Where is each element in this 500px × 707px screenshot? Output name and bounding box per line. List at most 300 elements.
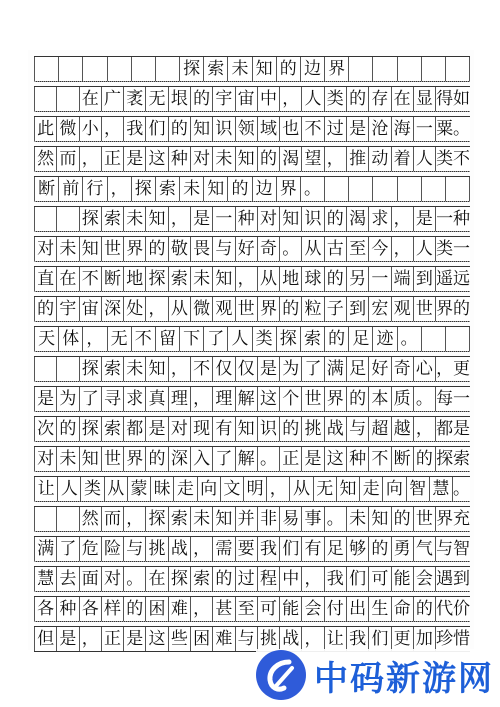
grid-cell: 去 xyxy=(57,567,79,591)
grid-cell: 端 xyxy=(392,267,414,291)
grid-cell: 从 xyxy=(258,267,280,291)
grid-cell xyxy=(59,57,83,81)
grid-cell: 个 xyxy=(280,387,302,411)
grid-cell: 未 xyxy=(124,207,146,231)
grid-cell: ， xyxy=(302,627,324,651)
grid-cell-overflow: 遥远 xyxy=(436,269,471,289)
grid-cell: 文 xyxy=(221,477,244,501)
grid-cell: 界 xyxy=(258,297,280,321)
grid-cell: 。 xyxy=(124,567,146,591)
essay-line xyxy=(34,506,470,532)
grid-cell: 都 xyxy=(124,417,146,441)
grid-cell: 知 xyxy=(236,417,258,441)
grid-cell: 此 xyxy=(34,117,57,141)
grid-cell: 无 xyxy=(146,87,168,111)
grid-cell: 球 xyxy=(302,267,324,291)
grid-cell: 知 xyxy=(369,507,391,531)
grid-cell: 让 xyxy=(34,477,58,501)
grid-cell: 粒 xyxy=(302,297,324,321)
grid-cell: 的 xyxy=(34,297,57,321)
grid-cell xyxy=(156,57,180,81)
grid-cell: 动 xyxy=(369,147,391,171)
grid-cell: ， xyxy=(191,597,213,621)
grid-cell: 会 xyxy=(414,567,436,591)
grid-cell: 是 xyxy=(302,447,324,471)
grid-cell: 知 xyxy=(204,177,228,201)
grid-cell: 的 xyxy=(414,447,436,471)
grid-cell xyxy=(349,57,373,81)
grid-cell: 质 xyxy=(392,387,414,411)
grid-cell: 着 xyxy=(392,147,414,171)
grid-cell: 挑 xyxy=(302,417,324,441)
grid-cell: 地 xyxy=(280,267,302,291)
grid-cell: 困 xyxy=(146,597,168,621)
grid-cell-overflow: 珍惜 xyxy=(436,629,471,649)
grid-cell: 中 xyxy=(258,87,280,111)
grid-cell: 真 xyxy=(146,387,168,411)
site-watermark xyxy=(256,649,492,701)
grid-cell: 智 xyxy=(407,477,430,501)
grid-cell: 是 xyxy=(258,357,280,381)
grid-cell: 世 xyxy=(414,507,436,531)
grid-cell: 们 xyxy=(146,117,168,141)
grid-cell: 留 xyxy=(156,327,180,351)
grid-cell: 索 xyxy=(102,357,124,381)
grid-cell: 世 xyxy=(102,447,124,471)
grid-cell: 走 xyxy=(360,477,383,501)
grid-cell: 是 xyxy=(414,207,436,231)
grid-cell xyxy=(34,207,57,231)
grid-cell: 未 xyxy=(347,507,369,531)
grid-cell: 的 xyxy=(414,597,436,621)
grid-cell: 对 xyxy=(258,207,280,231)
grid-cell: 种 xyxy=(57,597,79,621)
grid-cell: 宙 xyxy=(80,297,102,321)
grid-cell: 可 xyxy=(369,567,391,591)
grid-cell: 未 xyxy=(124,357,146,381)
grid-cell: 在 xyxy=(392,87,414,111)
grid-cell: ， xyxy=(124,507,146,531)
grid-cell: 断 xyxy=(34,177,59,201)
grid-cell: 面 xyxy=(80,567,102,591)
grid-cell: 超 xyxy=(369,417,391,441)
grid-cell: 人 xyxy=(414,237,436,261)
grid-cell: 知 xyxy=(191,117,213,141)
grid-cell-overflow: 粟。 xyxy=(436,119,471,139)
grid-cell: 正 xyxy=(102,627,124,651)
grid-cell: 至 xyxy=(236,597,258,621)
grid-cell: 未 xyxy=(57,447,79,471)
grid-cell: 存 xyxy=(369,87,391,111)
grid-cell: ， xyxy=(191,537,213,561)
grid-cell: 无 xyxy=(314,477,337,501)
grid-cell: 难 xyxy=(169,597,191,621)
grid-cell: 然 xyxy=(80,507,102,531)
grid-cell: ， xyxy=(102,117,124,141)
grid-cell: 宏 xyxy=(369,297,391,321)
grid-cell: 足 xyxy=(325,537,347,561)
grid-cell: 有 xyxy=(302,537,324,561)
grid-cell: 界 xyxy=(325,387,347,411)
grid-cell: 满 xyxy=(34,537,57,561)
grid-cell: 了 xyxy=(213,447,235,471)
grid-cell: 可 xyxy=(258,597,280,621)
grid-cell: 。 xyxy=(398,327,422,351)
grid-cell: 索 xyxy=(191,567,213,591)
grid-cell: 是 xyxy=(191,207,213,231)
grid-cell: 仅 xyxy=(236,357,258,381)
grid-cell: 我 xyxy=(347,627,369,651)
grid-cell: 甚 xyxy=(213,597,235,621)
grid-cell: 人 xyxy=(414,147,436,171)
grid-cell: 断 xyxy=(392,447,414,471)
grid-cell: 。 xyxy=(301,177,325,201)
grid-cell: 未 xyxy=(57,237,79,261)
grid-cell: 类 xyxy=(325,87,347,111)
grid-cell: 理 xyxy=(169,387,191,411)
grid-cell xyxy=(57,507,79,531)
grid-cell: 识 xyxy=(213,117,235,141)
grid-cell: 知 xyxy=(213,507,235,531)
grid-cell: 未 xyxy=(228,57,252,81)
grid-cell-overflow: 探索 xyxy=(436,449,471,469)
grid-cell: ， xyxy=(325,147,347,171)
grid-cell: 险 xyxy=(102,537,124,561)
grid-cell: 越 xyxy=(392,417,414,441)
grid-cell: 类 xyxy=(81,477,104,501)
grid-cell: 的 xyxy=(124,597,146,621)
essay-line xyxy=(34,476,470,502)
grid-cell: 宇 xyxy=(57,297,79,321)
grid-cell: 知 xyxy=(80,237,102,261)
essay-line xyxy=(34,116,470,142)
grid-cell: 慧 xyxy=(430,477,453,501)
grid-cell: 中 xyxy=(280,567,302,591)
grid-cell xyxy=(422,57,446,81)
grid-cell: 深 xyxy=(169,447,191,471)
grid-cell xyxy=(57,87,79,111)
grid-cell: 困 xyxy=(191,627,213,651)
grid-cell: 我 xyxy=(258,537,280,561)
grid-cell: 探 xyxy=(146,267,168,291)
grid-cell: 也 xyxy=(280,117,302,141)
grid-cell: 与 xyxy=(213,237,235,261)
grid-cell: 种 xyxy=(347,447,369,471)
grid-cell: 知 xyxy=(337,477,360,501)
essay-line xyxy=(34,356,470,382)
grid-cell: 一 xyxy=(369,267,391,291)
grid-cell: 。 xyxy=(325,507,347,531)
grid-cell: 们 xyxy=(280,537,302,561)
grid-cell: 的 xyxy=(146,447,168,471)
grid-cell: 正 xyxy=(280,447,302,471)
grid-cell: 但 xyxy=(34,627,57,651)
grid-cell: 探 xyxy=(146,507,168,531)
grid-cell: 好 xyxy=(369,357,391,381)
grid-cell: 显 xyxy=(414,87,436,111)
grid-cell: 世 xyxy=(414,297,436,321)
essay-line xyxy=(34,86,470,112)
grid-cell: 向 xyxy=(383,477,406,501)
grid-cell: 生 xyxy=(369,597,391,621)
grid-cell xyxy=(34,57,59,81)
grid-cell: 的 xyxy=(146,237,168,261)
grid-cell: 不 xyxy=(302,117,324,141)
grid-cell: 界 xyxy=(277,177,301,201)
grid-cell: 我 xyxy=(124,117,146,141)
grid-cell: ， xyxy=(302,567,324,591)
grid-cell xyxy=(373,177,397,201)
grid-cell: 下 xyxy=(180,327,204,351)
grid-cell: 需 xyxy=(213,537,235,561)
grid-cell: 世 xyxy=(302,387,324,411)
grid-cell: 的 xyxy=(213,567,235,591)
grid-cell: ， xyxy=(280,87,302,111)
grid-cell: 事 xyxy=(302,507,324,531)
grid-cell: 过 xyxy=(236,567,258,591)
grid-cell: 了 xyxy=(80,387,102,411)
grid-cell: 走 xyxy=(174,477,197,501)
grid-cell: 宙 xyxy=(236,87,258,111)
grid-cell: 一 xyxy=(414,117,436,141)
essay-line xyxy=(34,596,470,622)
grid-cell-overflow: 界充 xyxy=(436,509,471,529)
grid-cell-overflow: ，更 xyxy=(436,359,471,379)
grid-cell xyxy=(34,357,57,381)
grid-cell: 对 xyxy=(34,447,57,471)
grid-cell: 是 xyxy=(57,627,79,651)
grid-cell: 各 xyxy=(34,597,57,621)
grid-cell-overflow: 界的 xyxy=(436,299,471,319)
grid-cell: 这 xyxy=(325,447,347,471)
grid-cell: 袤 xyxy=(124,87,146,111)
grid-cell: ， xyxy=(169,207,191,231)
grid-cell: ， xyxy=(392,237,414,261)
c-swoosh-logo-icon xyxy=(256,650,306,700)
essay-line xyxy=(34,296,470,322)
grid-cell: 勇 xyxy=(392,537,414,561)
essay-line xyxy=(34,206,470,232)
grid-cell: 索 xyxy=(169,507,191,531)
grid-cell: 索 xyxy=(102,207,124,231)
grid-cell: ， xyxy=(236,267,258,291)
grid-cell: 微 xyxy=(191,297,213,321)
grid-cell: 的 xyxy=(258,147,280,171)
grid-cell: 样 xyxy=(102,597,124,621)
essay-sheet xyxy=(28,50,474,650)
grid-cell: 索 xyxy=(102,417,124,441)
grid-cell: 索 xyxy=(301,327,325,351)
grid-cell: 今 xyxy=(369,237,391,261)
grid-cell: 对 xyxy=(169,417,191,441)
grid-cell: 让 xyxy=(325,627,347,651)
grid-cell: 命 xyxy=(392,597,414,621)
grid-cell: 知 xyxy=(236,147,258,171)
grid-cell: 气 xyxy=(414,537,436,561)
grid-cell: 与 xyxy=(236,627,258,651)
grid-cell: 索 xyxy=(204,57,228,81)
grid-cell: 类 xyxy=(253,327,277,351)
grid-cell xyxy=(398,177,422,201)
site-name: 中码新游网 xyxy=(314,658,494,699)
grid-cell: 是 xyxy=(347,117,369,141)
grid-cell: 战 xyxy=(169,537,191,561)
grid-cell: 小 xyxy=(80,117,102,141)
grid-cell xyxy=(132,57,156,81)
grid-cell xyxy=(34,87,57,111)
grid-cell: 界 xyxy=(124,447,146,471)
grid-cell: 付 xyxy=(325,597,347,621)
grid-cell xyxy=(446,177,470,201)
grid-cell: ， xyxy=(191,387,213,411)
grid-cell: 探 xyxy=(277,327,301,351)
grid-cell: 好 xyxy=(236,237,258,261)
grid-cell: 向 xyxy=(198,477,221,501)
grid-cell: 无 xyxy=(108,327,132,351)
grid-cell xyxy=(57,207,79,231)
grid-cell: 敬 xyxy=(169,237,191,261)
grid-cell: 索 xyxy=(156,177,180,201)
grid-cell: 是 xyxy=(146,417,168,441)
grid-cell-overflow: 类一 xyxy=(436,239,471,259)
grid-cell: 够 xyxy=(347,537,369,561)
grid-cell: 难 xyxy=(213,627,235,651)
grid-cell: 过 xyxy=(325,117,347,141)
grid-cell: 处 xyxy=(124,297,146,321)
grid-cell: 知 xyxy=(80,447,102,471)
grid-cell: 蒙 xyxy=(128,477,151,501)
grid-cell: 到 xyxy=(414,267,436,291)
essay-line xyxy=(34,566,470,592)
grid-cell: 不 xyxy=(369,447,391,471)
grid-cell: 的 xyxy=(369,537,391,561)
grid-cell: 的 xyxy=(392,507,414,531)
grid-cell: 望 xyxy=(302,147,324,171)
grid-cell: 探 xyxy=(132,177,156,201)
grid-cell: 的 xyxy=(325,327,349,351)
grid-cell: 解 xyxy=(236,447,258,471)
grid-cell: 广 xyxy=(102,87,124,111)
grid-cell: 了 xyxy=(204,327,228,351)
grid-cell: 世 xyxy=(236,297,258,321)
grid-cell: 有 xyxy=(213,417,235,441)
grid-cell: 非 xyxy=(258,507,280,531)
essay-line xyxy=(34,446,470,472)
grid-cell: 未 xyxy=(180,177,204,201)
grid-cell: 对 xyxy=(191,147,213,171)
grid-cell: 对 xyxy=(102,567,124,591)
grid-cell: 程 xyxy=(258,567,280,591)
grid-cell: 一 xyxy=(213,207,235,231)
grid-cell: 更 xyxy=(392,627,414,651)
grid-cell: 不 xyxy=(132,327,156,351)
grid-cell xyxy=(446,327,470,351)
grid-cell xyxy=(57,357,79,381)
grid-cell-overflow: 与智 xyxy=(436,539,471,559)
grid-cell: 人 xyxy=(58,477,81,501)
grid-cell: 与 xyxy=(347,417,369,441)
grid-cell xyxy=(373,57,397,81)
grid-cell: 而 xyxy=(57,147,79,171)
grid-cell: 本 xyxy=(369,387,391,411)
grid-cell: ， xyxy=(169,357,191,381)
grid-cell: 出 xyxy=(347,597,369,621)
grid-cell: 是 xyxy=(124,147,146,171)
grid-cell: 。 xyxy=(258,447,280,471)
grid-cell: 探 xyxy=(80,207,102,231)
grid-cell: 的 xyxy=(280,297,302,321)
grid-cell: 知 xyxy=(280,207,302,231)
grid-cell: 界 xyxy=(325,57,349,81)
grid-cell: 的 xyxy=(191,87,213,111)
grid-cell: 。 xyxy=(280,237,302,261)
grid-cell: 渴 xyxy=(347,207,369,231)
grid-cell: 天 xyxy=(34,327,59,351)
essay-line xyxy=(34,146,470,172)
grid-cell: 子 xyxy=(325,297,347,321)
grid-cell: 在 xyxy=(146,567,168,591)
grid-cell xyxy=(398,57,422,81)
grid-cell: 要 xyxy=(236,537,258,561)
grid-cell: 这 xyxy=(146,627,168,651)
grid-cell: 挑 xyxy=(258,627,280,651)
grid-cell: 识 xyxy=(302,207,324,231)
grid-cell: 为 xyxy=(280,357,302,381)
grid-cell xyxy=(108,57,132,81)
grid-cell: 次 xyxy=(34,417,57,441)
grid-cell: 观 xyxy=(392,297,414,321)
grid-cell: 在 xyxy=(80,87,102,111)
grid-cell: 们 xyxy=(347,567,369,591)
grid-cell-overflow: 一种 xyxy=(436,209,471,229)
grid-cell: 至 xyxy=(347,237,369,261)
grid-cell: 对 xyxy=(34,237,57,261)
grid-cell: 这 xyxy=(258,387,280,411)
grid-cell: 领 xyxy=(236,117,258,141)
grid-cell: ， xyxy=(146,297,168,321)
grid-cell: 探 xyxy=(80,357,102,381)
grid-cell xyxy=(325,177,349,201)
grid-cell: 边 xyxy=(253,177,277,201)
grid-cell: 界 xyxy=(124,237,146,261)
grid-cell: 为 xyxy=(57,387,79,411)
grid-cell: 断 xyxy=(102,267,124,291)
grid-cell: 沧 xyxy=(369,117,391,141)
grid-cell xyxy=(422,177,446,201)
grid-cell xyxy=(83,57,107,81)
grid-cell: 们 xyxy=(369,627,391,651)
essay-line xyxy=(34,176,470,202)
grid-cell: 我 xyxy=(325,567,347,591)
grid-cell: 能 xyxy=(392,567,414,591)
grid-cell: 未 xyxy=(191,507,213,531)
grid-cell: 人 xyxy=(302,87,324,111)
grid-cell: 挑 xyxy=(146,537,168,561)
grid-cell: 现 xyxy=(191,417,213,441)
grid-cell: 解 xyxy=(236,387,258,411)
grid-cell: 不 xyxy=(191,357,213,381)
grid-cell-overflow: 代价 xyxy=(436,599,471,619)
grid-cell: 索 xyxy=(169,267,191,291)
grid-cell: 心 xyxy=(414,357,436,381)
essay-line xyxy=(34,386,470,412)
grid-cell: 行 xyxy=(83,177,107,201)
grid-cell: 求 xyxy=(124,387,146,411)
grid-cell: 满 xyxy=(325,357,347,381)
grid-cell: 深 xyxy=(102,297,124,321)
grid-cell: 边 xyxy=(301,57,325,81)
grid-cell: 的 xyxy=(277,57,301,81)
